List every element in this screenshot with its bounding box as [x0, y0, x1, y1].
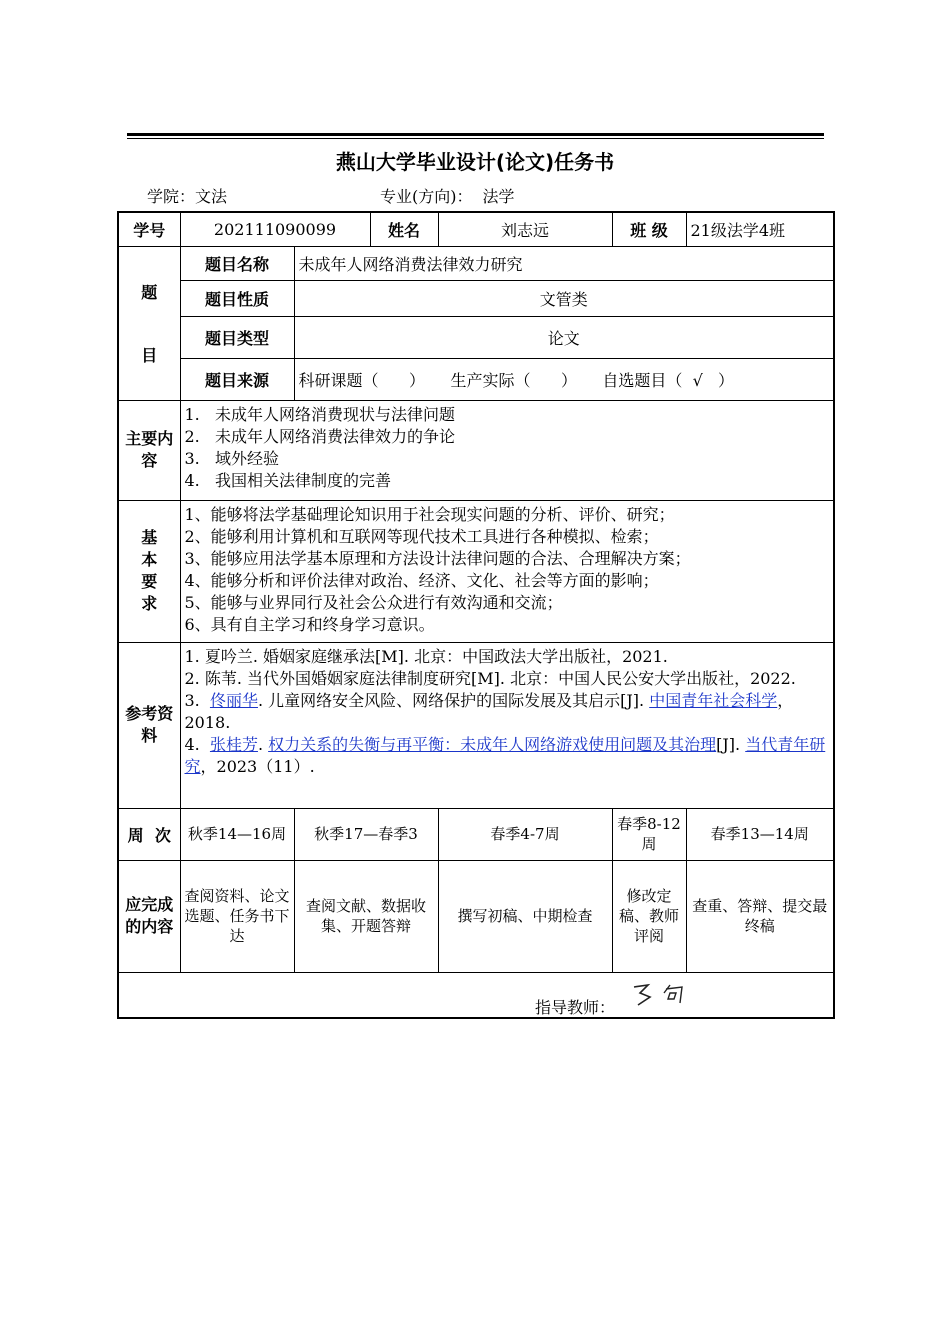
college-label: 学院：: [147, 187, 196, 206]
student-id-value: 202111090099: [180, 212, 370, 246]
ref4-author-link[interactable]: 张桂芳: [209, 734, 258, 754]
task-row: [118, 860, 834, 972]
requirement-item: 3、能够应用法学基本原理和方法设计法律问题的合法、合理解决方案；: [184, 548, 691, 568]
task-label: 应完成的内容: [118, 860, 180, 972]
requirements-label: 基本要求: [118, 500, 180, 642]
reference-item-1: 1. 夏吟兰. 婚姻家庭继承法[M]. 北京：中国政法大学出版社，2021.: [184, 646, 668, 666]
references-label: 参考资料: [118, 642, 180, 808]
handwritten-signature-icon: [630, 981, 700, 1011]
topic-name-value: 未成年人网络消费法律效力研究: [294, 246, 834, 280]
topic-nature-value: 文管类: [294, 280, 834, 316]
ref3-number: 3.: [184, 690, 210, 710]
week-3: 春季4-7周: [438, 808, 612, 860]
week-1: 秋季14—16周: [180, 808, 294, 860]
reference-item-4: [185, 734, 830, 778]
references-list: [180, 642, 834, 808]
college-line: [147, 184, 227, 207]
ref4-title-link[interactable]: 权力关系的失衡与再平衡：未成年人网络游戏使用问题及其治理: [268, 734, 717, 754]
signature-cell: [118, 972, 834, 1018]
ref4-separator: .: [257, 734, 269, 754]
topic-source-value: 科研课题（ ） 生产实际（ ） 自选题目（ √ ）: [294, 358, 834, 400]
student-name-value: 刘志远: [438, 212, 612, 246]
topic-label-char-1: 题: [141, 283, 158, 302]
ref3-journal-link[interactable]: 中国青年社会科学: [649, 690, 778, 710]
topic-name-label: 题目名称: [180, 246, 294, 280]
week-row: [118, 808, 834, 860]
task-4: 修改定稿、教师评阅: [612, 860, 686, 972]
topic-section-label: [118, 246, 180, 400]
top-rule-thick: [127, 133, 824, 136]
class-label: 班 级: [612, 212, 686, 246]
topic-type-value: 论文: [294, 316, 834, 358]
week-2: 秋季17—春季3: [294, 808, 438, 860]
content-item: 3. 域外经验: [184, 448, 280, 468]
content-item: 1. 未成年人网络消费现状与法律问题: [184, 404, 456, 424]
task-table: [117, 211, 835, 1019]
requirement-item: 4、能够分析和评价法律对政治、经济、文化、社会等方面的影响；: [184, 570, 659, 590]
signature-row: [118, 972, 834, 1018]
ref4-number: 4.: [184, 734, 210, 754]
requirement-item: 1、能够将法学基础理论知识用于社会现实问题的分析、评价、研究；: [184, 504, 675, 524]
student-row: [118, 212, 834, 246]
student-name-label: 姓名: [370, 212, 438, 246]
major-value: 法学: [482, 187, 515, 206]
week-label: 周 次: [118, 808, 180, 860]
student-id-label: 学号: [118, 212, 180, 246]
topic-label-char-2: 目: [141, 346, 158, 365]
top-rule-thin: [127, 138, 824, 139]
reference-item-2: 2. 陈苇. 当代外国婚姻家庭法律制度研究[M]. 北京：中国人民公安大学出版社，2022.: [184, 668, 796, 688]
ref4-type: [J].: [716, 734, 746, 754]
ref4-journal-link[interactable]: 当代青年研究: [184, 734, 826, 776]
content-list: [180, 400, 834, 500]
content-item: 4. 我国相关法律制度的完善: [184, 470, 392, 490]
topic-nature-label: 题目性质: [180, 280, 294, 316]
topic-source-label: 题目来源: [180, 358, 294, 400]
college-value: 文法: [195, 187, 228, 206]
ref3-title: . 儿童网络安全风险、网络保护的国际发展及其启示[J].: [257, 690, 650, 710]
major-line: [380, 184, 515, 207]
advisor-label: 指导教师：: [535, 998, 616, 1017]
task-1: 查阅资料、论文选题、任务书下达: [180, 860, 294, 972]
requirement-item: 6、具有自主学习和终身学习意识。: [184, 614, 435, 634]
content-label: 主要内容: [118, 400, 180, 500]
task-2: 查阅文献、数据收集、开题答辩: [294, 860, 438, 972]
ref3-year: ，2018.: [184, 690, 794, 732]
ref4-year: ，2023（11）.: [200, 756, 315, 776]
week-4: 春季8-12周: [612, 808, 686, 860]
requirement-item: 5、能够与业界同行及社会公众进行有效沟通和交流；: [184, 592, 563, 612]
task-3: 撰写初稿、中期检查: [438, 860, 612, 972]
reference-item-3: [185, 690, 830, 734]
requirement-item: 2、能够利用计算机和互联网等现代技术工具进行各种模拟、检索；: [184, 526, 659, 546]
class-value: 21级法学4班: [686, 212, 834, 246]
content-item: 2. 未成年人网络消费法律效力的争论: [184, 426, 456, 446]
week-5: 春季13—14周: [686, 808, 834, 860]
task-5: 查重、答辩、提交最终稿: [686, 860, 834, 972]
topic-type-label: 题目类型: [180, 316, 294, 358]
major-label: 专业(方向)：: [380, 187, 473, 206]
ref3-author-link[interactable]: 佟丽华: [209, 690, 258, 710]
page-title: 燕山大学毕业设计(论文)任务书: [335, 150, 615, 174]
requirements-list: [180, 500, 834, 642]
advisor-signature: [535, 995, 615, 1018]
